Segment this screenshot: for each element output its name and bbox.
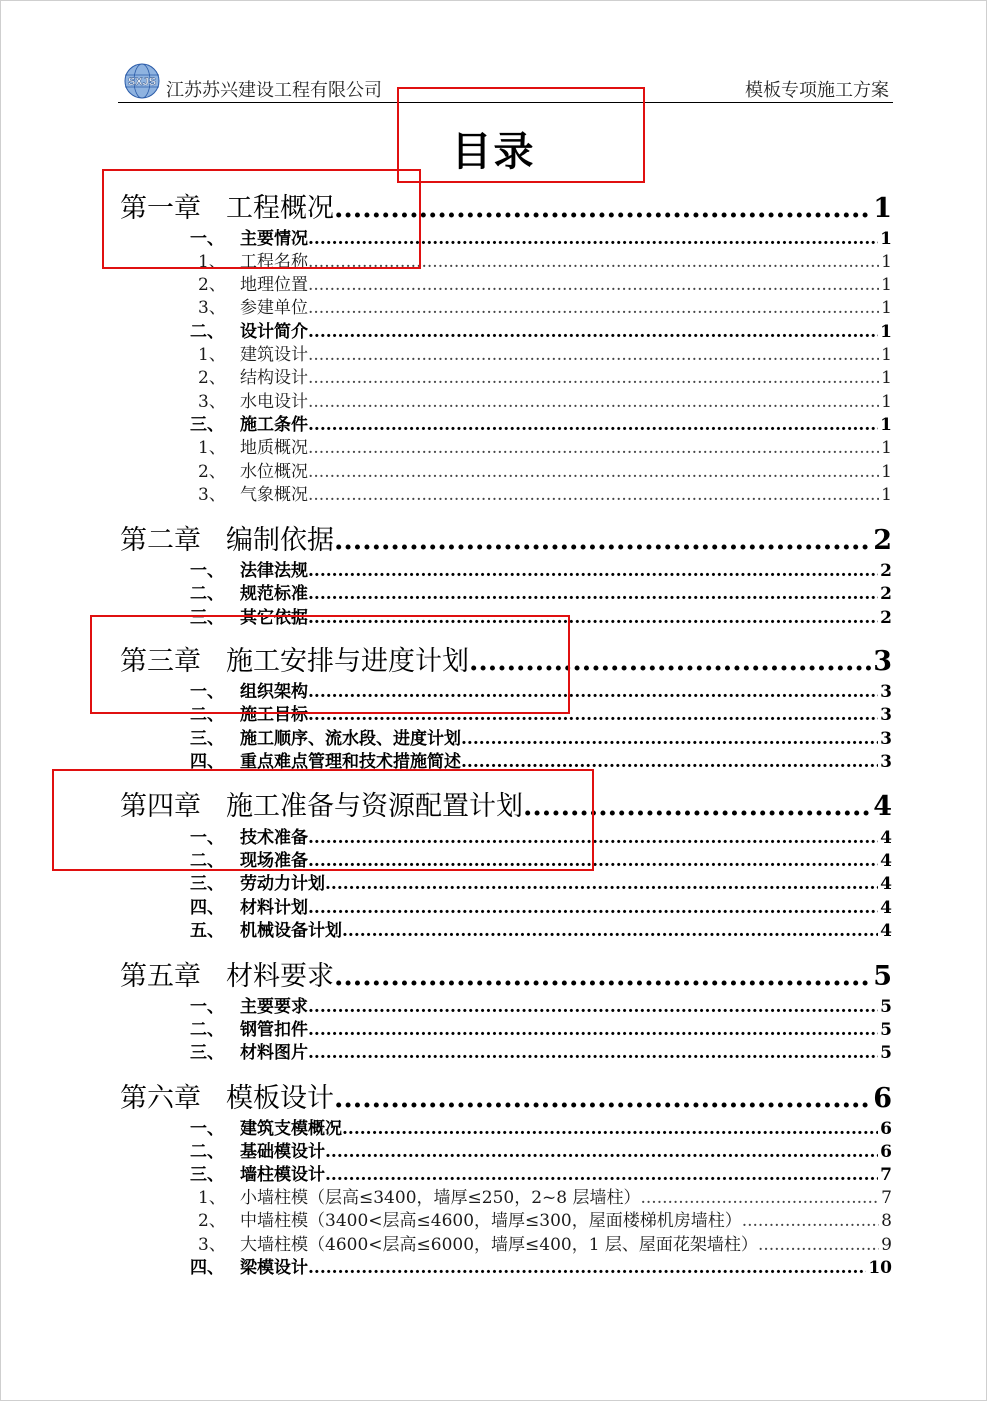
toc-entry-number: 五、 <box>190 921 224 941</box>
toc-entry-page: 4 <box>880 921 892 941</box>
toc-entry-page: 1 <box>880 322 892 342</box>
toc-entry-sub[interactable] <box>198 274 892 296</box>
toc-dot-leader <box>308 344 879 366</box>
toc-dot-leader <box>325 1164 878 1186</box>
toc-entry-title: 技术准备 <box>240 828 308 848</box>
annotation-box-chapter-1 <box>102 169 421 269</box>
toc-entry-number: 三、 <box>190 1043 224 1063</box>
toc-entry-title: 设计简介 <box>240 322 308 342</box>
toc-entry-page: 2 <box>873 525 892 556</box>
toc-entry-number: 二、 <box>190 1020 224 1040</box>
toc-entry-page: 3 <box>880 752 892 772</box>
toc-entry-title: 钢管扣件 <box>240 1020 308 1040</box>
toc-dot-leader <box>758 1234 879 1256</box>
toc-entry-chapter[interactable] <box>120 1082 892 1116</box>
toc-entry-page: 9 <box>881 1235 892 1255</box>
toc-dot-leader <box>308 297 879 319</box>
toc-entry-title: 气象概况 <box>240 485 308 505</box>
toc-dot-leader <box>325 873 878 895</box>
toc-entry-title: 施工安排与进度计划 <box>226 646 469 677</box>
toc-entry-page: 3 <box>880 705 892 725</box>
toc-entry-title: 机械设备计划 <box>240 921 342 941</box>
toc-entry-title: 中墙柱模（3400<层高≤4600，墙厚≤300，屋面楼梯机房墙柱） <box>240 1211 742 1231</box>
toc-entry-page: 3 <box>880 682 892 702</box>
toc-entry-number: 3、 <box>198 485 226 505</box>
toc-entry-section[interactable] <box>190 414 892 436</box>
toc-entry-title: 现场准备 <box>240 851 308 871</box>
toc-entry-title: 水位概况 <box>240 462 308 482</box>
toc-entry-title: 劳动力计划 <box>240 874 325 894</box>
toc-dot-leader <box>308 367 879 389</box>
toc-dot-leader <box>742 1210 879 1232</box>
toc-entry-page: 7 <box>880 1165 892 1185</box>
toc-dot-leader <box>308 1042 878 1064</box>
toc-entry-number: 第五章 <box>120 961 201 992</box>
toc-entry-section[interactable] <box>190 560 892 582</box>
toc-entry-page: 2 <box>880 584 892 604</box>
toc-entry-number: 三、 <box>190 1165 224 1185</box>
toc-entry-page: 3 <box>873 646 892 677</box>
toc-dot-leader <box>308 1019 878 1041</box>
toc-entry-number: 三、 <box>190 608 224 628</box>
toc-entry-title: 材料计划 <box>240 898 308 918</box>
toc-dot-leader <box>308 437 879 459</box>
toc-entry-sub[interactable] <box>198 461 892 483</box>
toc-entry-page: 1 <box>881 462 892 482</box>
toc-entry-page: 1 <box>881 298 892 318</box>
toc-entry-number: 2、 <box>198 368 226 388</box>
toc-entry-number: 一、 <box>190 229 224 249</box>
toc-entry-page: 5 <box>880 1020 892 1040</box>
toc-entry-title: 编制依据 <box>226 525 334 556</box>
toc-entry-number: 3、 <box>198 1235 226 1255</box>
toc-entry-number: 2、 <box>198 1211 226 1231</box>
toc-entry-sub[interactable] <box>198 1210 892 1232</box>
toc-entry-page: 1 <box>873 193 892 224</box>
toc-dot-leader <box>308 321 878 343</box>
toc-entry-number: 1、 <box>198 438 226 458</box>
annotation-box-title <box>397 87 645 183</box>
toc-entry-number: 二、 <box>190 322 224 342</box>
toc-entry-title: 基础模设计 <box>240 1142 325 1162</box>
toc-entry-title: 参建单位 <box>240 298 308 318</box>
toc-entry-title: 大墙柱模（4600<层高≤6000，墙厚≤400，1 层、屋面花架墙柱） <box>240 1235 758 1255</box>
toc-entry-section[interactable] <box>190 1164 892 1186</box>
toc-entry-number: 第二章 <box>120 525 201 556</box>
toc-entry-page: 1 <box>881 275 892 295</box>
toc-entry-number: 一、 <box>190 682 224 702</box>
toc-entry-page: 8 <box>881 1211 892 1231</box>
toc-entry-section[interactable] <box>190 920 892 942</box>
toc-entry-title: 梁模设计 <box>240 1258 308 1278</box>
toc-entry-title: 其它依据 <box>240 608 308 628</box>
toc-dot-leader <box>308 461 879 483</box>
toc-entry-number: 第六章 <box>120 1083 201 1114</box>
toc-dot-leader <box>308 560 878 582</box>
toc-dot-leader <box>308 897 878 919</box>
toc-entry-section[interactable] <box>190 321 892 343</box>
toc-entry-title: 小墙柱模（层高≤3400，墙厚≤250，2~8 层墙柱） <box>240 1188 641 1208</box>
toc-entry-number: 第四章 <box>120 791 201 822</box>
toc-entry-sub[interactable] <box>198 367 892 389</box>
toc-entry-number: 2、 <box>198 275 226 295</box>
toc-entry-title: 墙柱模设计 <box>240 1165 325 1185</box>
toc-entry-title: 工程名称 <box>240 252 308 272</box>
toc-entry-section[interactable] <box>190 583 892 605</box>
toc-entry-section[interactable] <box>190 873 892 895</box>
toc-dot-leader <box>308 583 878 605</box>
toc-entry-number: 3、 <box>198 298 226 318</box>
toc-entry-title: 建筑支模概况 <box>240 1119 342 1139</box>
toc-dot-leader <box>342 920 878 942</box>
toc-entry-title: 地质概况 <box>240 438 308 458</box>
toc-entry-title: 水电设计 <box>240 392 308 412</box>
toc-entry-number: 二、 <box>190 705 224 725</box>
toc-entry-title: 地理位置 <box>240 275 308 295</box>
toc-dot-leader <box>640 1187 879 1209</box>
toc-entry-page: 4 <box>880 898 892 918</box>
toc-entry-page: 5 <box>880 997 892 1017</box>
toc-entry-title: 主要情况 <box>240 229 308 249</box>
toc-entry-number: 一、 <box>190 561 224 581</box>
toc-entry-number: 四、 <box>190 898 224 918</box>
toc-entry-title: 结构设计 <box>240 368 308 388</box>
toc-entry-sub[interactable] <box>198 1234 892 1256</box>
toc-entry-sub[interactable] <box>198 484 892 506</box>
toc-dot-leader <box>461 728 878 750</box>
toc-entry-title: 组织架构 <box>240 682 308 702</box>
toc-entry-section[interactable] <box>190 1141 892 1163</box>
toc-entry-section[interactable] <box>190 1019 892 1041</box>
toc-dot-leader <box>342 1118 878 1140</box>
toc-dot-leader <box>308 484 879 506</box>
toc-entry-section[interactable] <box>190 1042 892 1064</box>
toc-entry-number: 第一章 <box>120 193 201 224</box>
toc-entry-page: 5 <box>880 1043 892 1063</box>
svg-text:SXJS: SXJS <box>127 76 157 88</box>
toc-entry-page: 4 <box>873 791 892 822</box>
toc-entry-section[interactable] <box>190 1257 892 1279</box>
toc-entry-title: 施工条件 <box>240 415 308 435</box>
annotation-box-chapter-4 <box>52 769 594 871</box>
toc-entry-number: 三、 <box>190 729 224 749</box>
toc-entry-page: 3 <box>880 729 892 749</box>
toc-entry-page: 1 <box>881 345 892 365</box>
toc-entry-number: 一、 <box>190 828 224 848</box>
toc-entry-number: 四、 <box>190 1258 224 1278</box>
toc-entry-page: 6 <box>880 1142 892 1162</box>
toc-entry-number: 二、 <box>190 584 224 604</box>
toc-entry-sub[interactable] <box>198 297 892 319</box>
toc-entry-number: 二、 <box>190 1142 224 1162</box>
toc-entry-sub[interactable] <box>198 391 892 413</box>
toc-entry-section[interactable] <box>190 996 892 1018</box>
toc-entry-title: 材料图片 <box>240 1043 308 1063</box>
toc-entry-title: 规范标准 <box>240 584 308 604</box>
toc-entry-number: 一、 <box>190 997 224 1017</box>
toc-entry-page: 1 <box>881 368 892 388</box>
toc-entry-section[interactable] <box>190 897 892 919</box>
toc-entry-chapter[interactable] <box>120 960 892 994</box>
toc-entry-page: 1 <box>881 252 892 272</box>
toc-dot-leader <box>308 391 879 413</box>
toc-entry-page: 1 <box>880 229 892 249</box>
toc-entry-chapter[interactable] <box>120 524 892 558</box>
toc-entry-page: 1 <box>881 485 892 505</box>
toc-entry-title: 重点难点管理和技术措施简述 <box>240 752 461 772</box>
toc-entry-page: 10 <box>868 1258 892 1278</box>
toc-dot-leader <box>334 960 871 994</box>
company-logo-icon <box>122 62 162 100</box>
toc-dot-leader <box>308 274 879 296</box>
toc-dot-leader <box>325 1141 878 1163</box>
toc-dot-leader <box>334 524 871 558</box>
toc-entry-number: 1、 <box>198 1188 226 1208</box>
toc-dot-leader <box>308 414 878 436</box>
toc-entry-number: 1、 <box>198 345 226 365</box>
toc-entry-page: 2 <box>880 608 892 628</box>
document-title: 模板专项施工方案 <box>745 80 889 101</box>
toc-entry-title: 模板设计 <box>226 1083 334 1114</box>
toc-entry-number: 三、 <box>190 874 224 894</box>
toc-entry-page: 2 <box>880 561 892 581</box>
annotation-box-chapter-3 <box>90 615 570 714</box>
toc-entry-page: 4 <box>880 851 892 871</box>
toc-entry-number: 1、 <box>198 252 226 272</box>
toc-entry-page: 4 <box>880 874 892 894</box>
toc-entry-page: 1 <box>881 392 892 412</box>
toc-entry-page: 1 <box>881 438 892 458</box>
toc-entry-number: 2、 <box>198 462 226 482</box>
toc-entry-title: 施工目标 <box>240 705 308 725</box>
toc-dot-leader <box>308 996 878 1018</box>
toc-entry-page: 6 <box>873 1083 892 1114</box>
toc-heading: 目录 <box>451 128 536 175</box>
toc-entry-title: 工程概况 <box>226 193 334 224</box>
toc-entry-section[interactable] <box>190 728 892 750</box>
toc-entry-title: 主要要求 <box>240 997 308 1017</box>
toc-entry-page: 1 <box>880 415 892 435</box>
toc-entry-number: 二、 <box>190 851 224 871</box>
toc-entry-title: 法律法规 <box>240 561 308 581</box>
toc-entry-title: 施工顺序、流水段、进度计划 <box>240 729 461 749</box>
company-name: 江苏苏兴建设工程有限公司 <box>166 80 382 101</box>
toc-entry-number: 四、 <box>190 752 224 772</box>
toc-entry-sub[interactable] <box>198 1187 892 1209</box>
toc-entry-title: 建筑设计 <box>240 345 308 365</box>
toc-entry-number: 三、 <box>190 415 224 435</box>
toc-entry-sub[interactable] <box>198 344 892 366</box>
toc-entry-page: 7 <box>881 1188 892 1208</box>
toc-dot-leader <box>308 1257 866 1279</box>
toc-entry-page: 4 <box>880 828 892 848</box>
toc-entry-number: 第三章 <box>120 646 201 677</box>
toc-entry-page: 6 <box>880 1119 892 1139</box>
toc-entry-number: 一、 <box>190 1119 224 1139</box>
toc-entry-page: 5 <box>873 961 892 992</box>
toc-dot-leader <box>334 1082 871 1116</box>
toc-entry-number: 3、 <box>198 392 226 412</box>
toc-entry-section[interactable] <box>190 1118 892 1140</box>
toc-entry-title: 材料要求 <box>226 961 334 992</box>
toc-entry-sub[interactable] <box>198 437 892 459</box>
toc-entry-title: 施工准备与资源配置计划 <box>226 791 523 822</box>
